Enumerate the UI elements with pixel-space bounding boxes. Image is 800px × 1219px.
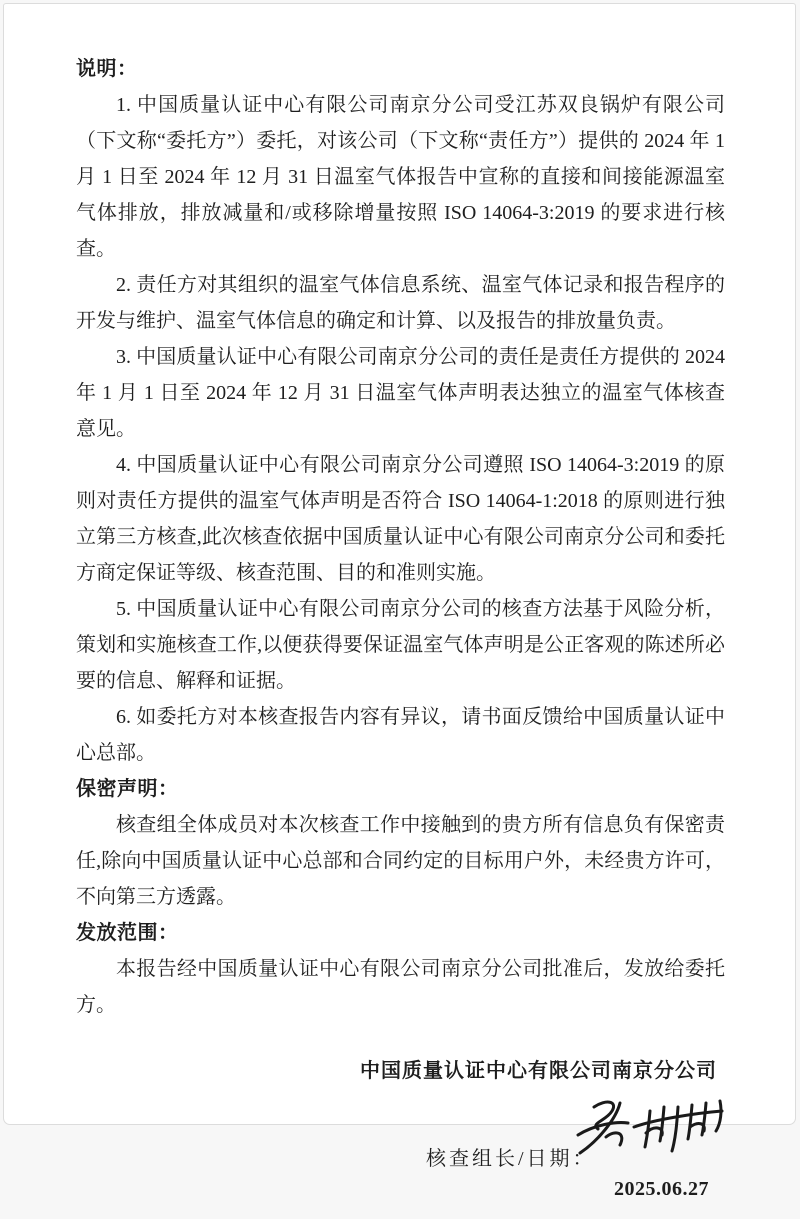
confidentiality-body: 核查组全体成员对本次核查工作中接触到的贵方所有信息负有保密责任,除向中国质量认证中心总部和合同约定的目标用户外，未经贵方许可，不向第三方透露。 — [76, 814, 725, 908]
notes-heading: 说明： — [76, 58, 138, 80]
notes-item-1: 1. 中国质量认证中心有限公司南京分公司受江苏双良锅炉有限公司（下文称“委托方”）委托，对该公司（下文称“责任方”）提供的 2024 年 1 月 1 日至 2024 年 12 月 31 日温室气体报告中宣称的直接和间接能源温室气体排放，排放减量和/或移除增量按照 ISO 14064-3:2019 的要求进行核查。 — [76, 94, 725, 260]
signoff-block — [76, 1089, 725, 1219]
notes-item-6: 6. 如委托方对本核查报告内容有异议，请书面反馈给中国质量认证中心总部。 — [76, 706, 725, 764]
notes-item-3: 3. 中国质量认证中心有限公司南京分公司的责任是责任方提供的 2024 年 1 月 1 日至 2024 年 12 月 31 日温室气体声明表达独立的温室气体核查意见。 — [76, 346, 725, 440]
confidentiality-heading: 保密声明： — [76, 778, 179, 800]
signoff-date: 2025.06.27 — [614, 1178, 709, 1200]
document-page — [3, 3, 796, 1200]
handwritten-signature — [572, 1097, 742, 1171]
notes-item-5: 5. 中国质量认证中心有限公司南京分公司的核查方法基于风险分析，策划和实施核查工作,以便获得要保证温室气体声明是公正客观的陈述所必要的信息、解释和证据。 — [76, 598, 725, 692]
notes-item-4: 4. 中国质量认证中心有限公司南京分公司遵照 ISO 14064-3:2019 的原则对责任方提供的温室气体声明是否符合 ISO 14064-1:2018 的原则进行独立第三方核查,此次核查依据中国质量认证中心有限公司南京分公司和委托方商定保证等级、核查范围、目的和准则实施。 — [76, 454, 725, 584]
notes-item-2: 2. 责任方对其组织的温室气体信息系统、温室气体记录和报告程序的开发与维护、温室气体信息的确定和计算、以及报告的排放量负责。 — [76, 274, 725, 332]
distribution-body: 本报告经中国质量认证中心有限公司南京分公司批准后，发放给委托方。 — [76, 958, 725, 1016]
issuer-company-name: 中国质量认证中心有限公司南京分公司 — [360, 1060, 717, 1082]
verification-leader-date-label: 核查组长/日期： — [426, 1148, 596, 1170]
distribution-heading: 发放范围： — [76, 922, 179, 944]
